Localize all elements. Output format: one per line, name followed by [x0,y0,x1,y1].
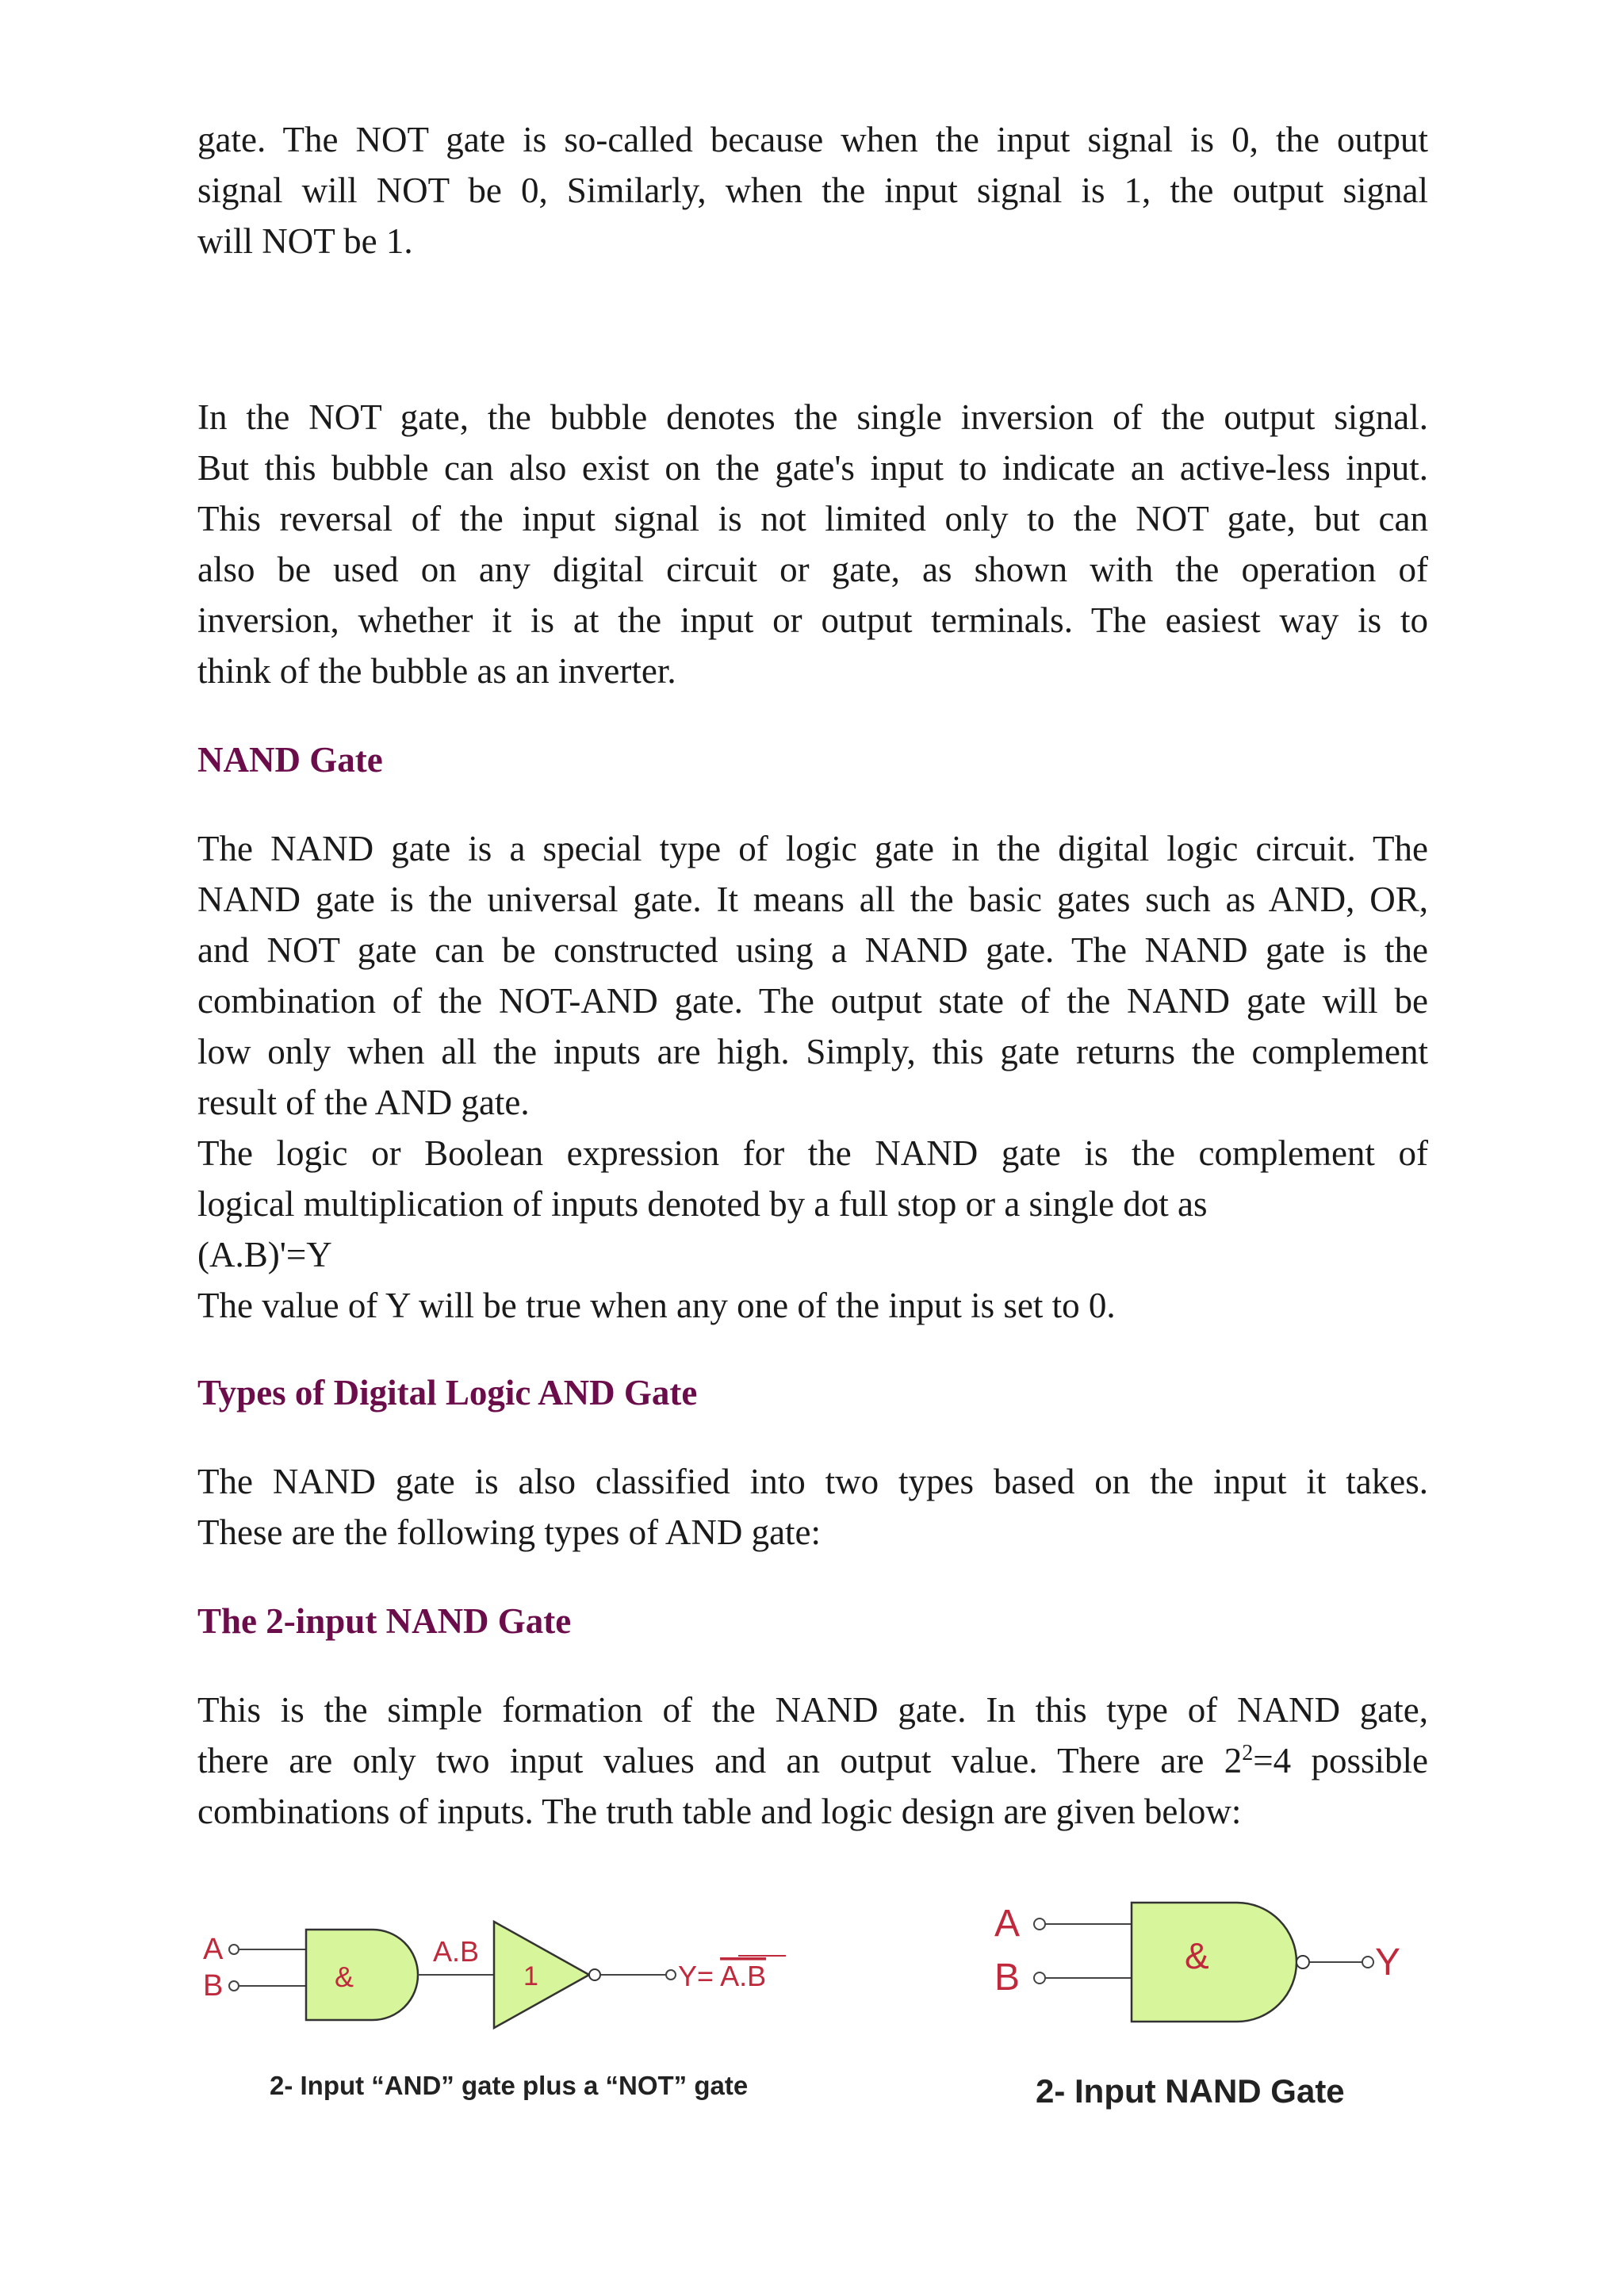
output-complement: A.B [720,1960,767,1992]
paragraph-types [197,1456,1428,1558]
output-terminal [1362,1957,1373,1968]
heading-two-input-nand: The 2-input NAND Gate [197,1601,572,1641]
nand-bubble [1297,1956,1309,1968]
input-b-label: B [203,1969,224,2003]
text-line: But this bubble can also exist on the gate's input to indicate an active-less input. [197,448,1428,488]
figure-nand-gate [983,1899,1427,2129]
text-line: NAND gate is the universal gate. It means all the basic gates such as AND, OR, [197,880,1428,919]
output-prefix: Y= [678,1960,721,1992]
text-line: low only when all the inputs are high. Simply, this gate returns the complement [197,1032,1428,1071]
nand-gate-symbol: & [1185,1935,1209,1976]
text-line: This reversal of the input signal is not limited only to the NOT gate, but can [197,499,1428,539]
figure-right-caption: 2- Input NAND Gate [1036,2072,1345,2110]
text-line: The logic or Boolean expression for the NAND gate is the complement of [197,1133,1428,1173]
output-label: Y [1375,1941,1401,1984]
text-line: also be used on any digital circuit or gate, as shown with the operation of [197,550,1428,589]
and-gate-shape [306,1930,418,2020]
boolean-expression: (A.B)'=Y [197,1235,332,1274]
text-line: This is the simple formation of the NAND gate. In this type of NAND gate, [197,1690,1428,1730]
not-gate-symbol: 1 [523,1961,538,1991]
input-b-terminal [229,1981,239,1991]
text-line: inversion, whether it is at the input or output terminals. The easiest way is to [197,600,1428,640]
text-line: logical multiplication of inputs denoted by a full stop or a single dot as [197,1184,1208,1224]
and-not-diagram [198,1915,801,2058]
and-gate-symbol: & [335,1961,354,1993]
text-line: In the NOT gate, the bubble denotes the single inversion of the output signal. [197,397,1428,437]
text-line: and NOT gate can be constructed using a NAND gate. The NAND gate is the [197,930,1428,970]
text-line: gate. The NOT gate is so-called because when the input signal is 0, the output [197,120,1428,159]
text-line: result of the AND gate. [197,1083,530,1122]
paragraph-not-gate-intro [197,114,1428,266]
text-line: The NAND gate is also classified into two types based on the input it takes. [197,1462,1428,1501]
text-line: The NAND gate is a special type of logic gate in the digital logic circuit. The [197,829,1428,868]
input-b-terminal [1034,1972,1045,1984]
paragraph-bubble [197,392,1428,696]
heading-nand-gate: NAND Gate [197,740,383,780]
paragraph-two-input [197,1685,1428,1837]
input-a-label: A [203,1933,224,1966]
paragraph-nand-description [197,823,1428,1331]
text-line: think of the bubble as an inverter. [197,651,676,691]
text-line: will NOT be 1. [197,221,413,261]
input-a-label: A [994,1903,1021,1945]
figure-left-caption: 2- Input “AND” gate plus a “NOT” gate [270,2071,749,2100]
figure-and-plus-not [198,1915,801,2122]
superscript: 2 [1242,1741,1254,1765]
not-gate-shape [494,1922,589,2028]
heading-types: Types of Digital Logic AND Gate [197,1373,698,1412]
output-terminal [666,1970,676,1980]
text-fragment: =4 possible [1253,1741,1428,1780]
input-a-terminal [1034,1918,1045,1930]
text-line [197,1735,1428,1786]
text-line: signal will NOT be 0, Similarly, when the input signal is 1, the output signal [197,171,1428,210]
nand-gate-shape [1132,1903,1297,2022]
text-line: combination of the NOT-AND gate. The output state of the NAND gate will be [197,981,1428,1021]
input-b-label: B [994,1957,1021,1999]
intermediate-label: A.B [433,1935,480,1968]
not-bubble [589,1969,600,1980]
nand-diagram [983,1899,1427,2026]
text-fragment: there are only two input values and an output value. There are 2 [197,1741,1243,1780]
text-line: combinations of inputs. The truth table and logic design are given below: [197,1792,1242,1831]
text-line: The value of Y will be true when any one of the input is set to 0. [197,1286,1116,1325]
output-expression [678,1960,766,1992]
input-a-terminal [229,1945,239,1954]
text-line: These are the following types of AND gate: [197,1512,822,1552]
